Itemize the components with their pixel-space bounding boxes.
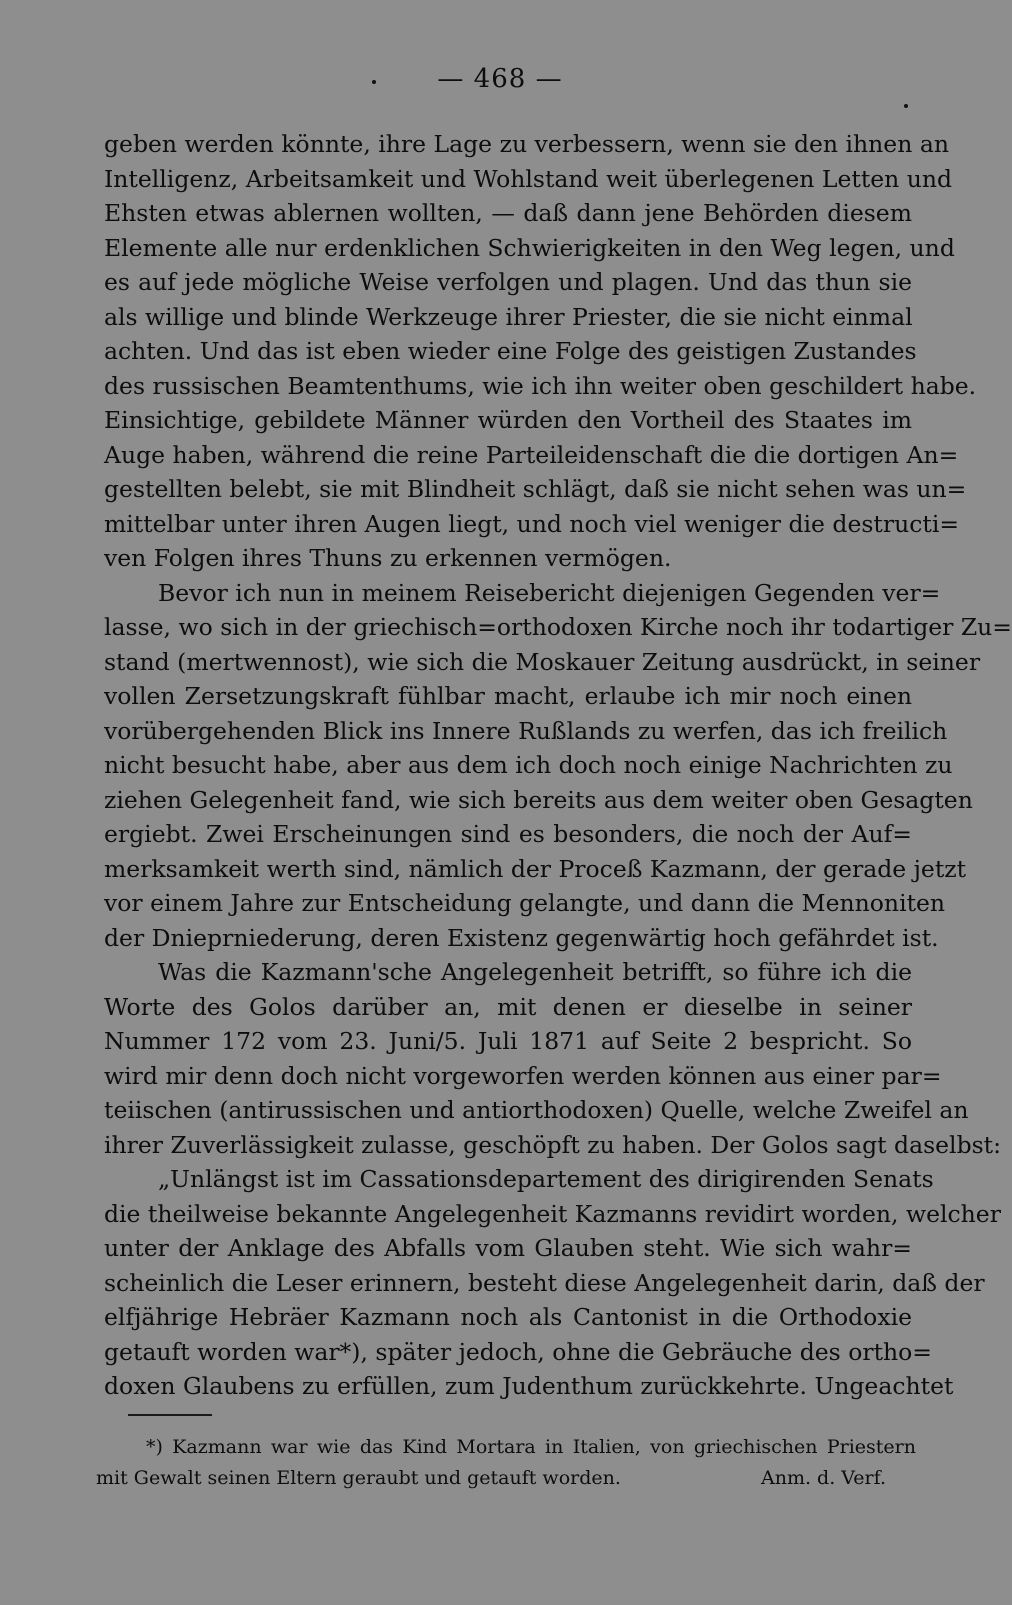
text-line: getauft worden war*), später jedoch, ohne die Gebräuche des ortho=: [104, 1337, 932, 1366]
text-line: wird mir denn doch nicht vorgeworfen werden können aus einer par=: [104, 1061, 942, 1090]
text-line: die theilweise bekannte Angelegenheit Kazmanns revidirt worden, welcher: [104, 1199, 1001, 1228]
author-note: Anm. d. Verf.: [761, 1467, 886, 1489]
text-line: Elemente alle nur erdenklichen Schwierigkeiten in den Weg legen, und: [104, 233, 955, 262]
text-line: ziehen Gelegenheit fand, wie sich bereits aus dem weiter oben Gesagten: [104, 785, 973, 814]
text-line: unter der Anklage des Abfalls vom Glauben steht. Wie sich wahr=: [104, 1234, 912, 1262]
text-line: Was die Kazmann'sche Angelegenheit betrifft, so führe ich die: [158, 958, 912, 986]
text-line: Einsichtige, gebildete Männer würden den Vortheil des Staates im: [104, 406, 912, 434]
page-number: — 468 —: [437, 64, 563, 94]
text-line: Ehsten etwas ablernen wollten, — daß dann jene Behörden diesem: [104, 199, 912, 227]
text-line: der Dnieprniederung, deren Existenz gegenwärtig hoch gefährdet ist.: [104, 923, 939, 952]
speck-mark: [904, 104, 908, 108]
text-line: Nummer 172 vom 23. Juni/5. Juli 1871 auf Seite 2 bespricht. So: [104, 1027, 912, 1055]
text-line: ergiebt. Zwei Erscheinungen sind es besonders, die noch der Auf=: [104, 820, 912, 848]
text-line: vollen Zersetzungskraft fühlbar macht, erlaube ich mir noch einen: [104, 682, 912, 710]
text-line: merksamkeit werth sind, nämlich der Proceß Kazmann, der gerade jetzt: [104, 854, 967, 883]
text-line: des russischen Beamtenthums, wie ich ihn weiter oben geschildert habe.: [104, 371, 977, 400]
footnote-line: *) Kazmann war wie das Kind Mortara in Italien, von griechischen Priestern: [146, 1436, 916, 1458]
text-line: vor einem Jahre zur Entscheidung gelangte, und dann die Mennoniten: [104, 889, 946, 917]
footnote-text: mit Gewalt seinen Eltern geraubt und getauft worden.: [96, 1467, 621, 1489]
footnote: [96, 1432, 916, 1494]
text-line: Intelligenz, Arbeitsamkeit und Wohlstand weit überlegenen Letten und: [104, 164, 953, 193]
text-line: stand (mertwennost), wie sich die Moskauer Zeitung ausdrückt, in seiner: [104, 647, 981, 676]
text-line: Auge haben, während die reine Parteileidenschaft die die dortigen An=: [104, 440, 959, 469]
text-line: doxen Glaubens zu erfüllen, zum Judenthum zurückkehrte. Ungeachtet: [104, 1372, 954, 1400]
footnote-separator: [128, 1414, 212, 1416]
text-line: achten. Und das ist eben wieder eine Folge des geistigen Zustandes: [104, 337, 917, 365]
text-line: es auf jede mögliche Weise verfolgen und plagen. Und das thun sie: [104, 268, 912, 296]
text-line: ihrer Zuverlässigkeit zulasse, geschöpft zu haben. Der Golos sagt daselbst:: [104, 1130, 1002, 1159]
text-line: nicht besucht habe, aber aus dem ich doch noch einige Nachrichten zu: [104, 751, 953, 779]
text-line: geben werden könnte, ihre Lage zu verbessern, wenn sie den ihnen an: [104, 130, 949, 158]
text-line: gestellten belebt, sie mit Blindheit schlägt, daß sie nicht sehen was un=: [104, 475, 967, 503]
text-line: Worte des Golos darüber an, mit denen er dieselbe in seiner: [104, 992, 912, 1021]
text-line: ven Folgen ihres Thuns zu erkennen vermögen.: [104, 544, 672, 572]
text-line: Bevor ich nun in meinem Reisebericht diejenigen Gegenden ver=: [158, 578, 941, 607]
text-line: scheinlich die Leser erinnern, besteht diese Angelegenheit darin, daß der: [104, 1268, 985, 1297]
footnote-line: [96, 1463, 916, 1494]
text-line: vorübergehenden Blick ins Innere Rußlands zu werfen, das ich freilich: [104, 716, 948, 745]
text-line: „Unlängst ist im Cassationsdepartement des dirigirenden Senats: [158, 1165, 934, 1193]
text-line: als willige und blinde Werkzeuge ihrer Priester, die sie nicht einmal: [104, 302, 913, 331]
text-line: teiischen (antirussischen und antiorthodoxen) Quelle, welche Zweifel an: [104, 1096, 969, 1124]
body-text: [104, 127, 1012, 1404]
text-line: mittelbar unter ihren Augen liegt, und noch viel weniger die destructi=: [104, 509, 960, 538]
text-line: lasse, wo sich in der griechisch=orthodoxen Kirche noch ihr todartiger Zu=: [104, 613, 1012, 641]
text-line: elfjährige Hebräer Kazmann noch als Cantonist in die Orthodoxie: [104, 1303, 912, 1331]
